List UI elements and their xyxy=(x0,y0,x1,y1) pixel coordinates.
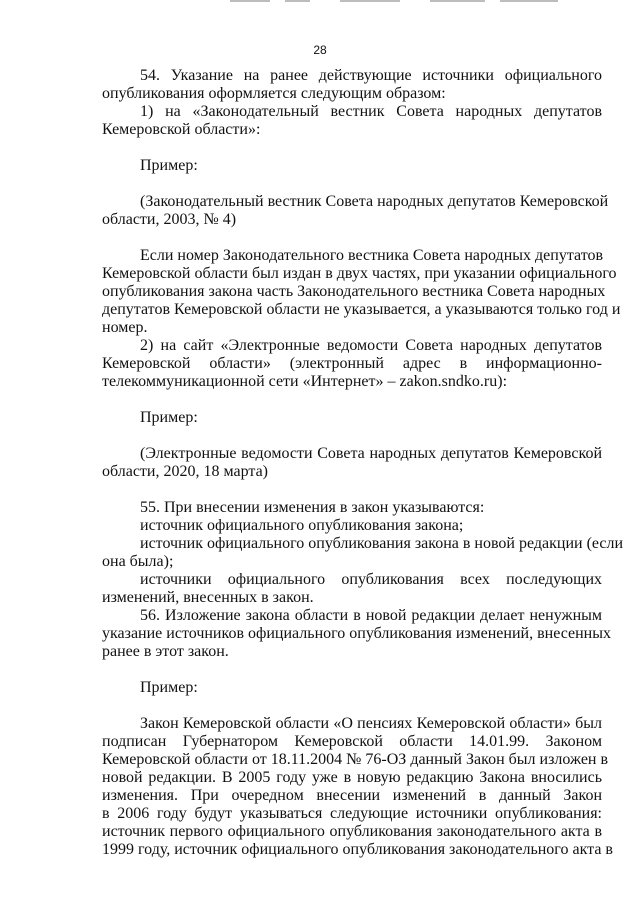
text-line: подписан Губернатором Кемеровской области 14.01.99. Законом xyxy=(102,733,602,750)
text-line: Кемеровской области от 18.11.2004 № 76-ОЗ данный Закон был изложен в xyxy=(102,751,609,768)
document-body xyxy=(102,67,624,859)
text-line: 2) на сайт «Электронные ведомости Совета народных депутатов xyxy=(140,337,602,354)
text-line: Пример: xyxy=(140,157,198,174)
text-line: указание источников официального опубликования изменений, внесенных xyxy=(102,625,611,642)
text-line: (Электронные ведомости Совета народных депутатов Кемеровской xyxy=(140,445,602,462)
blank-line xyxy=(102,139,602,157)
text-line: новой редакции. В 2005 году уже в новую редакцию Закона вносились xyxy=(102,769,602,786)
text-line: источник официального опубликования закона в новой редакции (если xyxy=(140,535,624,552)
text-line: Кемеровской области»: xyxy=(102,121,261,138)
text-line: 55. При внесении изменения в закон указываются: xyxy=(140,499,485,516)
text-line: области, 2003, № 4) xyxy=(102,211,237,228)
text-line: Кемеровской области» (электронный адрес в информационно- xyxy=(102,355,602,372)
text-line: Кемеровской области был издан в двух частях, при указании официального xyxy=(102,265,617,282)
text-line: 54. Указание на ранее действующие источники официального xyxy=(140,67,602,84)
text-line: ранее в этот закон. xyxy=(102,643,229,660)
text-line: телекоммуникационной сети «Интернет» – zakon.sndko.ru): xyxy=(102,373,508,390)
text-line: Пример: xyxy=(140,409,198,426)
text-line: депутатов Кемеровской области не указывается, а указываются только год и xyxy=(102,301,621,318)
text-line: 1999 году, источник официального опубликования законодательного акта в xyxy=(102,841,613,858)
page-number: 28 xyxy=(313,43,327,57)
blank-line xyxy=(102,697,602,715)
text-line: области, 2020, 18 марта) xyxy=(102,463,269,480)
text-line: изменения. При очередном внесении изменений в данный Закон xyxy=(102,787,602,804)
text-line: опубликования оформляется следующим образом: xyxy=(102,85,446,102)
text-line: она была); xyxy=(102,553,174,570)
text-line: (Законодательный вестник Совета народных депутатов Кемеровской xyxy=(140,193,609,210)
text-line: источник первого официального опубликования законодательного акта в xyxy=(102,823,602,840)
text-line: Пример: xyxy=(140,679,198,696)
blank-line xyxy=(102,661,602,679)
text-line: опубликования закона часть Законодательного вестника Совета народных xyxy=(102,283,606,300)
text-line: 56. Изложение закона области в новой редакции делает ненужным xyxy=(140,607,602,624)
blank-line xyxy=(102,427,602,445)
text-line: изменений, внесенных в закон. xyxy=(102,589,314,606)
scan-artifact-marks xyxy=(230,0,560,3)
text-line: источники официального опубликования всех последующих xyxy=(140,571,602,588)
text-line: источник официального опубликования закона; xyxy=(140,517,464,534)
text-line: в 2006 году будут указываться следующие источники опубликования: xyxy=(102,805,602,822)
blank-line xyxy=(102,481,602,499)
text-line: Если номер Законодательного вестника Совета народных депутатов xyxy=(140,247,604,264)
text-line: Закон Кемеровской области «О пенсиях Кемеровской области» был xyxy=(140,715,602,732)
blank-line xyxy=(102,229,602,247)
blank-line xyxy=(102,175,602,193)
text-line: 1) на «Законодательный вестник Совета народных депутатов xyxy=(140,103,602,120)
blank-line xyxy=(102,391,602,409)
text-line: номер. xyxy=(102,319,148,336)
